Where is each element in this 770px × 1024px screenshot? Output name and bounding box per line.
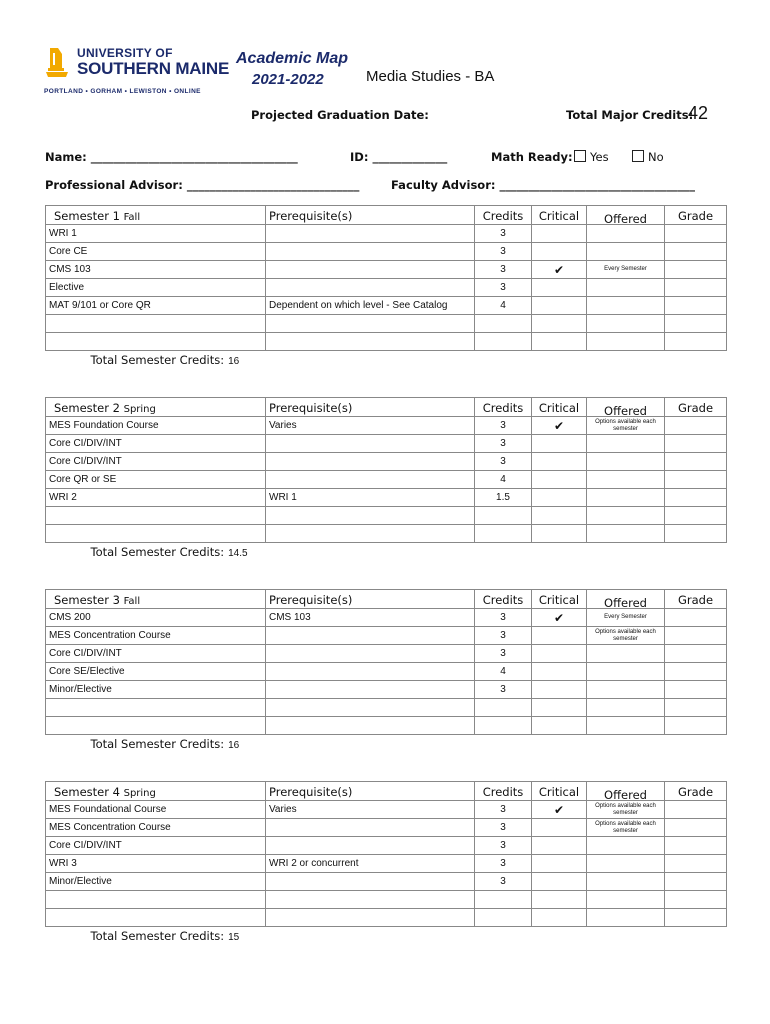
- semester-1-table: [45, 205, 727, 368]
- critical-cell[interactable]: [532, 333, 587, 351]
- grade-cell[interactable]: [665, 837, 727, 855]
- table-row: [46, 435, 727, 453]
- grade-cell[interactable]: [665, 315, 727, 333]
- critical-header: Critical: [532, 206, 587, 225]
- total-value: 16: [228, 739, 240, 751]
- semester-label: Semester 2: [54, 401, 120, 415]
- semester-term: Fall: [123, 596, 141, 607]
- offered-cell[interactable]: [587, 297, 665, 315]
- critical-header: Critical: [532, 782, 587, 801]
- prereq-header: Prerequisite(s): [266, 590, 475, 609]
- total-semester-credits: [46, 735, 266, 753]
- course-cell[interactable]: [46, 315, 266, 333]
- offered-cell[interactable]: [587, 837, 665, 855]
- logo-southern-maine: SOUTHERN MAINE: [77, 59, 230, 78]
- offered-cell[interactable]: Options available each semester: [587, 801, 665, 819]
- credits-cell[interactable]: [475, 525, 532, 543]
- prereq-cell[interactable]: [266, 837, 475, 855]
- prereq-cell[interactable]: [266, 699, 475, 717]
- name-label: Name:: [45, 150, 91, 164]
- semester-heading: [46, 782, 266, 801]
- credits-cell[interactable]: 3: [475, 243, 532, 261]
- credits-header: Credits: [475, 590, 532, 609]
- grade-cell[interactable]: [665, 819, 727, 837]
- course-cell[interactable]: MAT 9/101 or Core QR: [46, 297, 266, 315]
- critical-cell[interactable]: ✔: [532, 417, 587, 435]
- course-cell[interactable]: Minor/Elective: [46, 873, 266, 891]
- grade-cell[interactable]: [665, 645, 727, 663]
- offered-cell[interactable]: [587, 855, 665, 873]
- table-row: [46, 699, 727, 717]
- course-cell[interactable]: Core QR or SE: [46, 471, 266, 489]
- prereq-cell[interactable]: [266, 681, 475, 699]
- course-cell[interactable]: Core CE: [46, 243, 266, 261]
- prereq-header: Prerequisite(s): [266, 782, 475, 801]
- table-row: [46, 891, 727, 909]
- total-value: 16: [228, 355, 240, 367]
- offered-cell[interactable]: Options available each semester: [587, 819, 665, 837]
- table-header-row: [46, 782, 727, 801]
- offered-cell[interactable]: [587, 279, 665, 297]
- table-row: [46, 261, 727, 279]
- grade-cell[interactable]: [665, 873, 727, 891]
- course-cell[interactable]: [46, 525, 266, 543]
- course-cell[interactable]: [46, 699, 266, 717]
- program-name: Media Studies - BA: [366, 68, 495, 85]
- course-cell[interactable]: Core CI/DIV/INT: [46, 837, 266, 855]
- semester-term: Fall: [123, 212, 141, 223]
- offered-cell[interactable]: [587, 645, 665, 663]
- prereq-cell[interactable]: [266, 453, 475, 471]
- critical-cell[interactable]: [532, 909, 587, 927]
- table-row: [46, 801, 727, 819]
- credits-cell[interactable]: 3: [475, 609, 532, 627]
- credits-cell[interactable]: 3: [475, 435, 532, 453]
- total-label: Total Semester Credits:: [90, 928, 225, 943]
- credits-header: Credits: [475, 782, 532, 801]
- grade-cell[interactable]: [665, 855, 727, 873]
- total-label: Total Semester Credits:: [90, 352, 225, 367]
- semester-label: Semester 1: [54, 209, 120, 223]
- credits-cell[interactable]: 3: [475, 873, 532, 891]
- projected-graduation-label: Projected Graduation Date:: [251, 108, 429, 122]
- math-ready-no[interactable]: [632, 150, 664, 164]
- credits-cell[interactable]: [475, 717, 532, 735]
- usm-lighthouse-logo-icon: [44, 46, 70, 78]
- critical-cell[interactable]: ✔: [532, 801, 587, 819]
- no-checkbox-icon[interactable]: [632, 150, 644, 162]
- prereq-cell[interactable]: [266, 525, 475, 543]
- table-header-row: [46, 590, 727, 609]
- grade-cell[interactable]: [665, 681, 727, 699]
- table-row: [46, 609, 727, 627]
- table-row: [46, 453, 727, 471]
- course-cell[interactable]: MES Foundational Course: [46, 801, 266, 819]
- table-row: [46, 507, 727, 525]
- id-label: ID:: [350, 150, 373, 164]
- critical-cell[interactable]: [532, 489, 587, 507]
- total-major-credits-label: Total Major Credits:: [566, 108, 694, 122]
- offered-cell[interactable]: [587, 873, 665, 891]
- table-row: [46, 663, 727, 681]
- professional-advisor-field[interactable]: [45, 178, 359, 192]
- course-cell[interactable]: CMS 200: [46, 609, 266, 627]
- grade-cell[interactable]: [665, 891, 727, 909]
- prereq-cell[interactable]: WRI 1: [266, 489, 475, 507]
- credits-cell[interactable]: 3: [475, 417, 532, 435]
- grade-header: Grade: [665, 206, 727, 225]
- total-label: Total Semester Credits:: [90, 544, 225, 559]
- grade-cell[interactable]: [665, 801, 727, 819]
- table-row: [46, 819, 727, 837]
- grade-cell[interactable]: [665, 717, 727, 735]
- total-row: [46, 351, 727, 369]
- offered-cell[interactable]: [587, 891, 665, 909]
- critical-cell[interactable]: [532, 891, 587, 909]
- course-cell[interactable]: Core SE/Elective: [46, 663, 266, 681]
- prereq-cell[interactable]: WRI 2 or concurrent: [266, 855, 475, 873]
- prereq-cell[interactable]: [266, 663, 475, 681]
- critical-cell[interactable]: [532, 837, 587, 855]
- table-header-row: [46, 398, 727, 417]
- credits-header: Credits: [475, 206, 532, 225]
- prereq-cell[interactable]: [266, 819, 475, 837]
- credits-cell[interactable]: [475, 699, 532, 717]
- offered-cell[interactable]: [587, 225, 665, 243]
- credits-cell[interactable]: 3: [475, 645, 532, 663]
- critical-cell[interactable]: [532, 627, 587, 645]
- yes-label: Yes: [590, 150, 609, 164]
- credits-cell[interactable]: [475, 507, 532, 525]
- offered-cell[interactable]: [587, 435, 665, 453]
- id-line[interactable]: _____________: [372, 150, 448, 164]
- total-label: Total Semester Credits:: [90, 736, 225, 751]
- offered-cell[interactable]: Options available each semester: [587, 627, 665, 645]
- credits-cell[interactable]: 3: [475, 261, 532, 279]
- table-row: [46, 873, 727, 891]
- course-cell[interactable]: Elective: [46, 279, 266, 297]
- grade-cell[interactable]: [665, 225, 727, 243]
- grade-cell[interactable]: [665, 297, 727, 315]
- prereq-cell[interactable]: [266, 333, 475, 351]
- offered-cell[interactable]: [587, 315, 665, 333]
- yes-checkbox-icon[interactable]: [574, 150, 586, 162]
- grade-cell[interactable]: [665, 471, 727, 489]
- semester-label: Semester 3: [54, 593, 120, 607]
- total-value: 15: [228, 931, 240, 943]
- faculty-advisor-field[interactable]: [391, 178, 695, 192]
- no-label: No: [648, 150, 664, 164]
- offered-cell[interactable]: [587, 333, 665, 351]
- course-cell[interactable]: MES Concentration Course: [46, 819, 266, 837]
- prereq-cell[interactable]: [266, 279, 475, 297]
- credits-cell[interactable]: [475, 909, 532, 927]
- offered-cell[interactable]: [587, 681, 665, 699]
- academic-year: 2021-2022: [252, 71, 324, 88]
- table-row: [46, 417, 727, 435]
- credits-cell[interactable]: 3: [475, 819, 532, 837]
- table-row: [46, 279, 727, 297]
- critical-header: Critical: [532, 398, 587, 417]
- course-cell[interactable]: Minor/Elective: [46, 681, 266, 699]
- logo-campuses: PORTLAND • GORHAM • LEWISTON • ONLINE: [44, 88, 201, 95]
- prereq-cell[interactable]: CMS 103: [266, 609, 475, 627]
- course-cell[interactable]: WRI 3: [46, 855, 266, 873]
- semester-3-table: [45, 589, 727, 752]
- semester-heading: [46, 206, 266, 225]
- grade-cell[interactable]: [665, 261, 727, 279]
- prereq-cell[interactable]: [266, 243, 475, 261]
- table-row: [46, 909, 727, 927]
- offered-cell[interactable]: [587, 909, 665, 927]
- semester-term: Spring: [123, 788, 156, 799]
- grade-cell[interactable]: [665, 909, 727, 927]
- credits-cell[interactable]: [475, 891, 532, 909]
- logo-university-of: UNIVERSITY OF: [77, 46, 173, 60]
- name-field[interactable]: [45, 150, 298, 164]
- offered-header: Offered: [587, 782, 665, 801]
- credits-cell[interactable]: 3: [475, 837, 532, 855]
- critical-cell[interactable]: [532, 435, 587, 453]
- course-cell[interactable]: Core CI/DIV/INT: [46, 645, 266, 663]
- offered-cell[interactable]: Options available each semester: [587, 417, 665, 435]
- offered-cell[interactable]: [587, 663, 665, 681]
- semester-label: Semester 4: [54, 785, 120, 799]
- prereq-header: Prerequisite(s): [266, 398, 475, 417]
- grade-cell[interactable]: [665, 663, 727, 681]
- credits-cell[interactable]: 1.5: [475, 489, 532, 507]
- critical-cell[interactable]: [532, 819, 587, 837]
- critical-cell[interactable]: [532, 315, 587, 333]
- faculty-advisor-line[interactable]: __________________________________: [499, 178, 695, 192]
- offered-cell[interactable]: [587, 471, 665, 489]
- prereq-cell[interactable]: [266, 471, 475, 489]
- table-row: [46, 225, 727, 243]
- credits-cell[interactable]: 4: [475, 663, 532, 681]
- grade-cell[interactable]: [665, 609, 727, 627]
- total-row: [46, 735, 727, 753]
- credits-cell[interactable]: 3: [475, 627, 532, 645]
- critical-cell[interactable]: [532, 699, 587, 717]
- prereq-cell[interactable]: [266, 435, 475, 453]
- critical-cell[interactable]: [532, 681, 587, 699]
- faculty-advisor-label: Faculty Advisor:: [391, 178, 500, 192]
- critical-header: Critical: [532, 590, 587, 609]
- credits-cell[interactable]: 3: [475, 225, 532, 243]
- offered-cell[interactable]: [587, 507, 665, 525]
- grade-cell[interactable]: [665, 453, 727, 471]
- total-semester-credits: [46, 927, 266, 945]
- critical-cell[interactable]: [532, 645, 587, 663]
- prereq-cell[interactable]: [266, 507, 475, 525]
- prereq-cell[interactable]: [266, 873, 475, 891]
- table-row: [46, 471, 727, 489]
- grade-cell[interactable]: [665, 333, 727, 351]
- professional-advisor-label: Professional Advisor:: [45, 178, 187, 192]
- prereq-cell[interactable]: Dependent on which level - See Catalog: [266, 297, 475, 315]
- prereq-cell[interactable]: [266, 891, 475, 909]
- grade-cell[interactable]: [665, 627, 727, 645]
- grade-cell[interactable]: [665, 435, 727, 453]
- credits-cell[interactable]: [475, 315, 532, 333]
- grade-cell[interactable]: [665, 243, 727, 261]
- course-cell[interactable]: [46, 909, 266, 927]
- prereq-cell[interactable]: Varies: [266, 417, 475, 435]
- total-row: [46, 543, 727, 561]
- prereq-cell[interactable]: [266, 909, 475, 927]
- table-row: [46, 489, 727, 507]
- semester-2-table: [45, 397, 727, 560]
- credits-cell[interactable]: 3: [475, 855, 532, 873]
- offered-cell[interactable]: [587, 525, 665, 543]
- grade-cell[interactable]: [665, 507, 727, 525]
- total-major-credits-value: 42: [688, 103, 709, 123]
- credits-cell[interactable]: 3: [475, 801, 532, 819]
- table-row: [46, 837, 727, 855]
- semester-term: Spring: [123, 404, 156, 415]
- total-semester-credits: [46, 543, 266, 561]
- table-row: [46, 297, 727, 315]
- grade-cell[interactable]: [665, 417, 727, 435]
- prereq-header: Prerequisite(s): [266, 206, 475, 225]
- offered-header: Offered: [587, 590, 665, 609]
- total-value: 14.5: [228, 547, 248, 559]
- table-row: [46, 717, 727, 735]
- course-cell[interactable]: [46, 333, 266, 351]
- prereq-cell[interactable]: [266, 717, 475, 735]
- critical-cell[interactable]: ✔: [532, 261, 587, 279]
- table-row: [46, 315, 727, 333]
- grade-cell[interactable]: [665, 489, 727, 507]
- credits-cell[interactable]: 3: [475, 279, 532, 297]
- table-row: [46, 645, 727, 663]
- credits-cell[interactable]: 3: [475, 681, 532, 699]
- credits-header: Credits: [475, 398, 532, 417]
- table-row: [46, 525, 727, 543]
- semester-4-table: [45, 781, 727, 944]
- offered-cell[interactable]: [587, 243, 665, 261]
- table-row: [46, 243, 727, 261]
- critical-cell[interactable]: [532, 717, 587, 735]
- grade-header: Grade: [665, 590, 727, 609]
- course-cell[interactable]: MES Concentration Course: [46, 627, 266, 645]
- critical-cell[interactable]: [532, 243, 587, 261]
- table-row: [46, 333, 727, 351]
- critical-cell[interactable]: [532, 855, 587, 873]
- critical-cell[interactable]: [532, 453, 587, 471]
- table-row: [46, 681, 727, 699]
- math-ready-label: Math Ready:: [491, 150, 573, 164]
- grade-header: Grade: [665, 782, 727, 801]
- critical-cell[interactable]: [532, 873, 587, 891]
- total-semester-credits: [46, 351, 266, 369]
- table-row: [46, 627, 727, 645]
- math-ready-yes[interactable]: [574, 150, 609, 164]
- name-line[interactable]: ____________________________________: [90, 150, 298, 164]
- course-cell[interactable]: Core CI/DIV/INT: [46, 435, 266, 453]
- critical-cell[interactable]: [532, 279, 587, 297]
- course-cell[interactable]: WRI 1: [46, 225, 266, 243]
- prereq-cell[interactable]: [266, 315, 475, 333]
- offered-cell[interactable]: Every Semester: [587, 609, 665, 627]
- prereq-cell[interactable]: [266, 261, 475, 279]
- course-cell[interactable]: [46, 717, 266, 735]
- offered-header: Offered: [587, 206, 665, 225]
- critical-cell[interactable]: [532, 471, 587, 489]
- grade-cell[interactable]: [665, 525, 727, 543]
- offered-cell[interactable]: [587, 717, 665, 735]
- course-cell[interactable]: CMS 103: [46, 261, 266, 279]
- offered-cell[interactable]: [587, 453, 665, 471]
- semester-heading: [46, 398, 266, 417]
- prereq-cell[interactable]: [266, 645, 475, 663]
- grade-header: Grade: [665, 398, 727, 417]
- table-header-row: [46, 206, 727, 225]
- grade-cell[interactable]: [665, 279, 727, 297]
- course-cell[interactable]: [46, 891, 266, 909]
- critical-cell[interactable]: [532, 663, 587, 681]
- course-cell[interactable]: Core CI/DIV/INT: [46, 453, 266, 471]
- grade-cell[interactable]: [665, 699, 727, 717]
- offered-cell[interactable]: [587, 699, 665, 717]
- prereq-cell[interactable]: [266, 627, 475, 645]
- total-row: [46, 927, 727, 945]
- credits-cell[interactable]: 4: [475, 297, 532, 315]
- credits-cell[interactable]: 4: [475, 471, 532, 489]
- prereq-cell[interactable]: Varies: [266, 801, 475, 819]
- critical-cell[interactable]: [532, 507, 587, 525]
- credits-cell[interactable]: [475, 333, 532, 351]
- professional-advisor-line[interactable]: ______________________________: [186, 178, 360, 192]
- id-field[interactable]: [350, 150, 447, 164]
- course-cell[interactable]: WRI 2: [46, 489, 266, 507]
- semester-heading: [46, 590, 266, 609]
- critical-cell[interactable]: [532, 297, 587, 315]
- prereq-cell[interactable]: [266, 225, 475, 243]
- table-row: [46, 855, 727, 873]
- critical-cell[interactable]: ✔: [532, 609, 587, 627]
- critical-cell[interactable]: [532, 225, 587, 243]
- course-cell[interactable]: [46, 507, 266, 525]
- credits-cell[interactable]: 3: [475, 453, 532, 471]
- course-cell[interactable]: MES Foundation Course: [46, 417, 266, 435]
- offered-cell[interactable]: [587, 489, 665, 507]
- document-title: Academic Map: [236, 50, 349, 67]
- offered-cell[interactable]: Every Semester: [587, 261, 665, 279]
- critical-cell[interactable]: [532, 525, 587, 543]
- offered-header: Offered: [587, 398, 665, 417]
